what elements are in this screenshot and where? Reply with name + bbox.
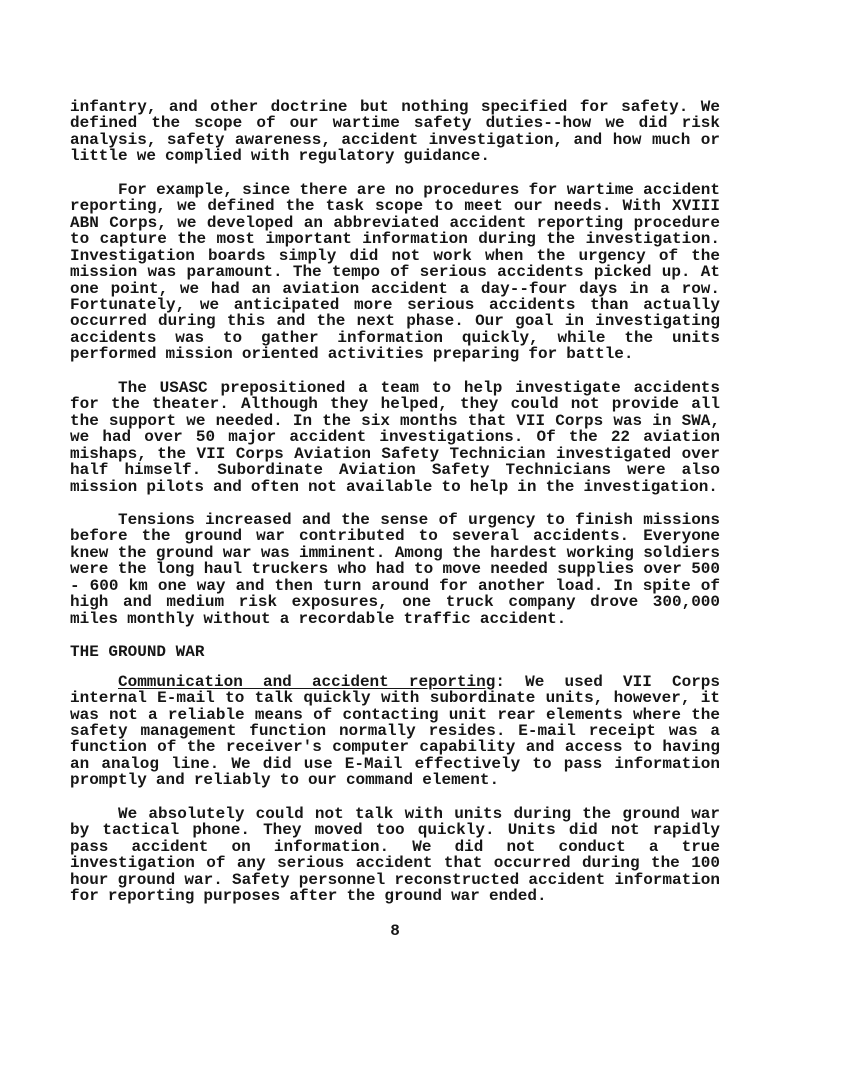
underlined-lead-communication: Communication and accident reporting	[118, 672, 496, 691]
section-heading-the-ground-war: THE GROUND WAR	[70, 643, 205, 662]
page-content	[70, 99, 720, 940]
body-paragraph-wartime-reporting: For example, since there are no procedures for wartime accident reporting, we defined the task scope to meet our needs. With XVIII ABN Corps, we developed an abbreviated accident reporting procedure to capture the most important information during the investigation. Investigation boards simply did not work when the urgency of the mission was paramount. The tempo of serious accidents picked up. At one point, we had an aviation accident a day--four days in a row. Fortunately, we anticipated more serious accidents than actually occurred during this and the next phase. Our goal in investigating accidents was to gather information quickly, while the units performed mission oriented activities preparing for battle.	[70, 180, 720, 364]
body-paragraph-communication-reporting	[70, 674, 720, 789]
body-paragraph-usasc-team: The USASC prepositioned a team to help investigate accidents for the theater. Although they helped, they could not provide all the support we needed. In the six months that VII Corps was in SWA, we had over 50 major accident investigations. Of the 22 aviation mishaps, the VII Corps Aviation Safety Technician investigated over half himself. Subordinate Aviation Safety Technicians were also mission pilots and often not available to help in the investigation.	[70, 378, 720, 496]
body-paragraph-infantry-doctrine: infantry, and other doctrine but nothing specified for safety. We defined the scope of our wartime safety duties--how we did risk analysis, safety awareness, accident investigation, and how much or little we complied with regulatory guidance.	[70, 98, 720, 166]
paragraph-continuation: : We used VII Corps internal E-mail to talk quickly with subordinate units, however, it was not a reliable means of contacting unit rear elements where the safety management function normally resides. E-mail receipt was a function of the receiver's computer capability and access to having an analog line. We did use E-Mail effectively to pass information promptly and reliably to our command element.	[70, 672, 721, 790]
page-number: 8	[390, 922, 400, 941]
body-paragraph-ground-war-phone: We absolutely could not talk with units during the ground war by tactical phone. They moved too quickly. Units did not rapidly pass accident on information. We did not conduct a true investigation of any serious accident that occurred during the 100 hour ground war. Safety personnel reconstructed accident information for reporting purposes after the ground war ended.	[70, 804, 720, 906]
body-paragraph-tensions-truckers: Tensions increased and the sense of urgency to finish missions before the ground war contributed to several accidents. Everyone knew the ground war was imminent. Among the hardest working soldiers were the long haul truckers who had to move needed supplies over 500 - 600 km one way and then turn around for another load. In spite of high and medium risk exposures, one truck company drove 300,000 miles monthly without a recordable traffic accident.	[70, 510, 720, 628]
